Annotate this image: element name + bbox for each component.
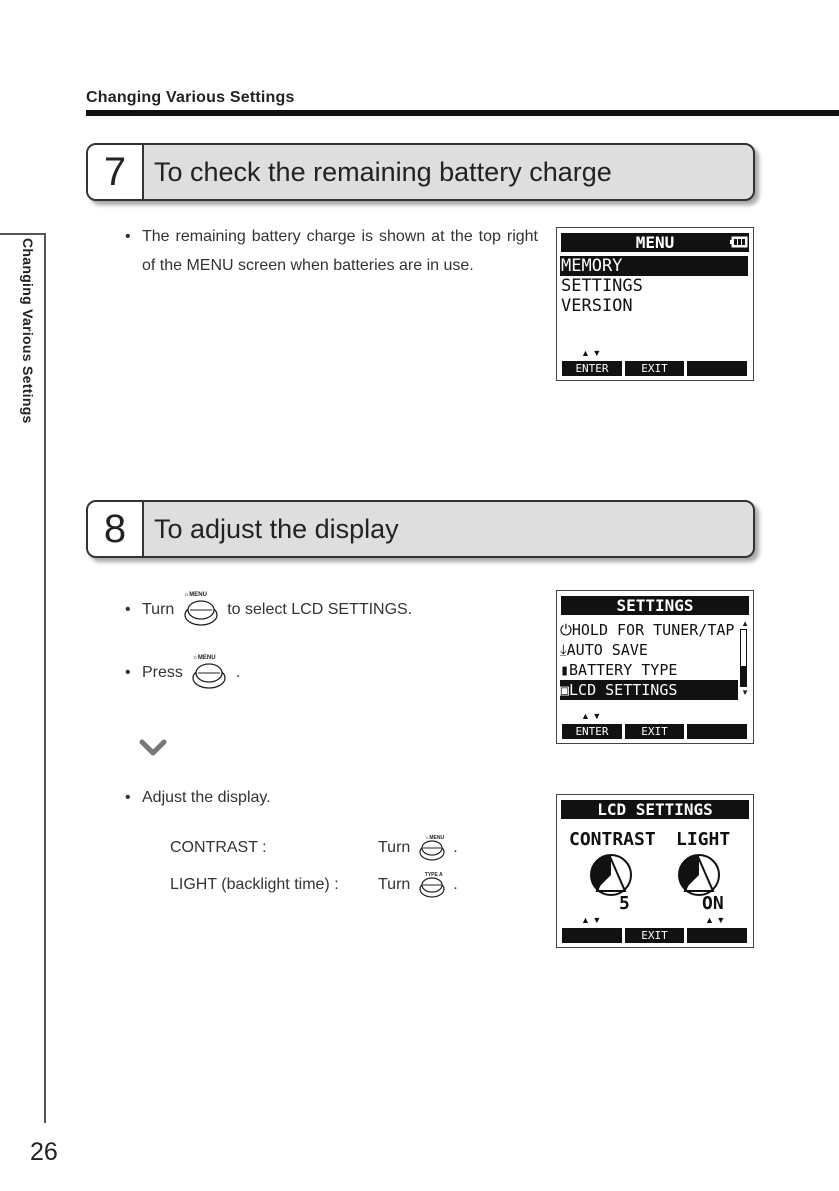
turn-prefix: Turn — [142, 601, 175, 619]
lcd-display-softkey: EXIT — [625, 928, 684, 943]
up-down-arrows-icon: ▲ ▼ — [581, 348, 602, 358]
lcd-scroll-thumb — [741, 666, 746, 686]
press-prefix: Press — [142, 664, 183, 682]
lcd-menu-softkey: EXIT — [625, 361, 684, 376]
lcd-display-softkey — [562, 928, 622, 943]
lcd-display-screen — [556, 794, 754, 948]
adjust-text: Adjust the display. — [142, 789, 271, 806]
lcd-menu-title: MENU — [635, 233, 675, 252]
menu-knob-icon — [417, 835, 447, 861]
lcd-settings-item: ⤓AUTO SAVE — [560, 641, 648, 659]
lcd-menu-titlebar — [561, 233, 749, 252]
contrast-knob-icon — [587, 851, 635, 899]
light-suffix: . — [453, 876, 458, 893]
scroll-up-icon: ▲ — [741, 619, 749, 628]
section-8-heading — [86, 500, 755, 558]
lcd-menu-screen — [556, 227, 754, 381]
lcd-settings-screen — [556, 590, 754, 744]
lcd-settings-item: ▣LCD SETTINGS — [560, 680, 738, 700]
knob-label: TYPE A — [424, 871, 443, 878]
light-action — [378, 870, 458, 899]
turn-instruction: • Turn ☼MENU to select LCD SETTINGS. — [142, 595, 412, 625]
battery-type-icon: ▮ — [560, 661, 570, 679]
lcd-display-titlebar — [561, 800, 749, 819]
up-down-arrows-icon: ▲ ▼ — [705, 915, 726, 925]
lcd-scrollbar — [740, 629, 747, 687]
knob-label: ☼MENU — [192, 655, 216, 661]
side-rule — [44, 233, 46, 1123]
header-rule — [86, 110, 839, 116]
light-knob-icon — [675, 851, 723, 899]
contrast-param-label: CONTRAST — [569, 829, 656, 850]
section-7-number: 7 — [88, 145, 144, 199]
lcd-settings-item: ⏻HOLD FOR TUNER/TAP — [560, 621, 735, 639]
contrast-label: CONTRAST : — [170, 839, 267, 856]
lcd-menu-item: SETTINGS — [561, 276, 643, 296]
lcd-menu-item: VERSION — [561, 296, 633, 316]
lcd-menu-item: MEMORY — [560, 256, 748, 276]
contrast-value: 5 — [619, 893, 630, 914]
section-7-title: To check the remaining battery charge — [154, 157, 612, 187]
contrast-suffix: . — [453, 839, 458, 856]
contrast-action — [378, 833, 458, 862]
light-param-label: LIGHT — [676, 829, 731, 850]
section-7-heading — [86, 143, 755, 201]
type-a-knob-icon — [417, 872, 447, 898]
lcd-settings-softkey: ENTER — [562, 724, 622, 739]
page-number: 26 — [30, 1138, 58, 1166]
section-7-bullet: • The remaining battery charge is shown at the top right of the MENU screen when batteries are in use. — [125, 228, 538, 274]
lcd-display-softkey — [687, 928, 747, 943]
adjust-instruction: • Adjust the display. — [125, 789, 271, 806]
lcd-menu-softkey — [687, 361, 747, 376]
section-8-number: 8 — [88, 502, 144, 556]
up-down-arrows-icon: ▲ ▼ — [581, 915, 602, 925]
hold-icon: ⏻ — [560, 621, 572, 639]
lcd-display-title: LCD SETTINGS — [597, 800, 713, 819]
knob-label: ☼MENU — [183, 592, 207, 598]
light-label: LIGHT (backlight time) : — [170, 876, 339, 893]
running-header: Changing Various Settings — [86, 89, 295, 106]
scroll-down-icon: ▼ — [741, 688, 749, 697]
up-down-arrows-icon: ▲ ▼ — [581, 711, 602, 721]
lcd-settings-titlebar — [561, 596, 749, 615]
battery-icon — [730, 236, 748, 248]
press-suffix: . — [235, 664, 241, 682]
turn-suffix: to select LCD SETTINGS. — [227, 601, 413, 619]
light-turn: Turn — [378, 876, 411, 893]
lcd-icon: ▣ — [560, 681, 570, 699]
side-section-label: Changing Various Settings — [20, 238, 36, 424]
light-value: ON — [702, 893, 724, 914]
chevron-down-icon — [138, 738, 168, 758]
lcd-settings-softkey — [687, 724, 747, 739]
lcd-settings-title: SETTINGS — [616, 596, 694, 615]
knob-label: ☼MENU — [424, 834, 445, 841]
section-8-title: To adjust the display — [154, 514, 399, 544]
menu-knob-icon — [181, 592, 221, 625]
section-7-bullet-text: The remaining battery charge is shown at the top right of the MENU screen when batteries are in use. — [142, 228, 538, 274]
save-icon: ⤓ — [560, 641, 567, 659]
contrast-turn: Turn — [378, 839, 411, 856]
menu-knob-icon — [189, 655, 229, 688]
lcd-settings-softkey: EXIT — [625, 724, 684, 739]
lcd-menu-softkey: ENTER — [562, 361, 622, 376]
side-rule-top — [0, 233, 46, 235]
press-instruction: • Press ☼MENU . — [142, 658, 240, 688]
lcd-settings-item: ▮BATTERY TYPE — [560, 661, 678, 679]
